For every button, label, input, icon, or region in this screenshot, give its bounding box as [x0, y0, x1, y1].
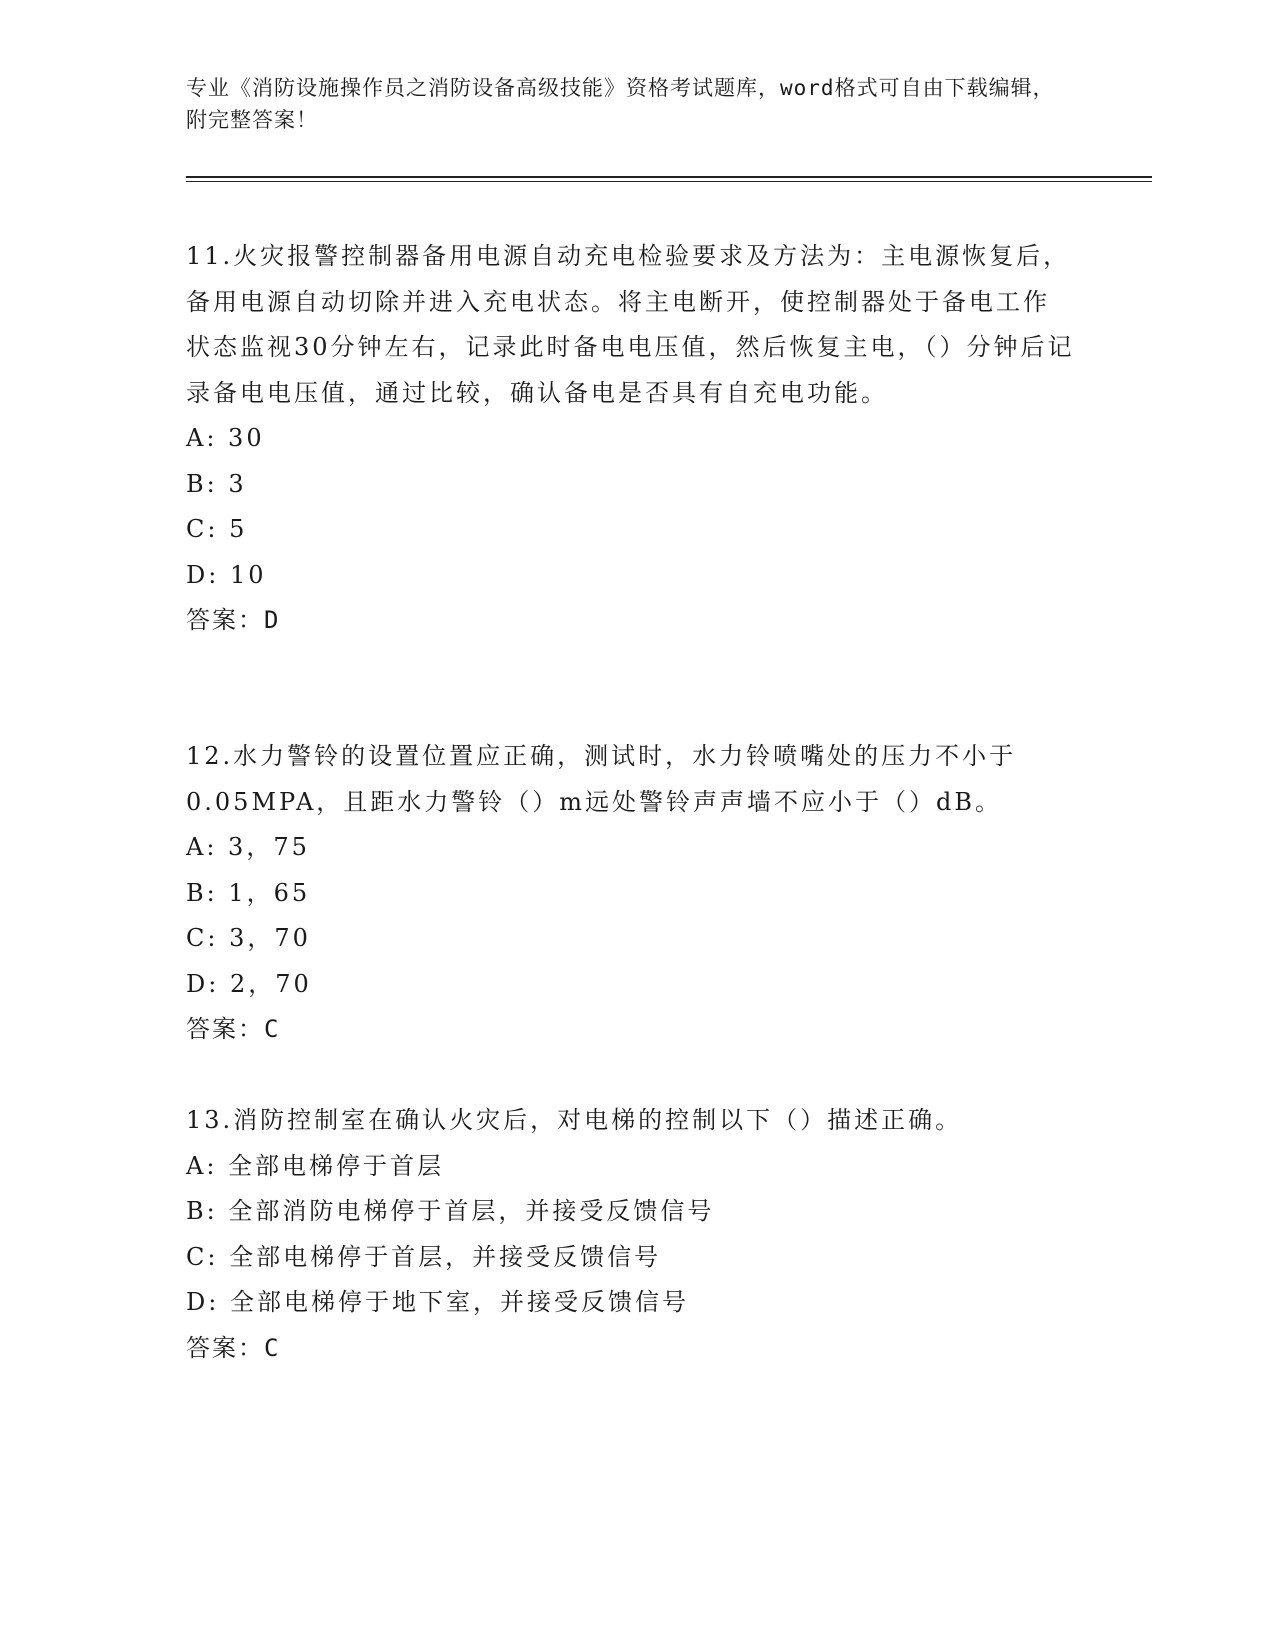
question-stem: 11.火灾报警控制器备用电源自动充电检验要求及方法为：主电源恢复后，备用电源自动切除并进入充电状态。将主电断开，使控制器处于备电工作状态监视30分钟左右，记录此时备电电压值，然后恢复主电，（）分钟后记录备电电压值，通过比较，确认备电是否具有自充电功能。 — [186, 242, 1075, 407]
option-c: C: 3，70 — [186, 924, 311, 952]
option-d: D: 全部电梯停于地下室，并接受反馈信号 — [186, 1288, 689, 1316]
option-d: D: 10 — [186, 560, 267, 589]
question-12 — [186, 734, 1076, 1053]
question-stem: 12.水力警铃的设置位置应正确，测试时，水力铃喷嘴处的压力不小于0.05MPA，且距水力警铃（）m远处警铃声声墙不应小于（）dB。 — [186, 742, 1017, 816]
option-a: A: 全部电梯停于首层 — [186, 1151, 445, 1180]
answer-line: 答案：C — [186, 1015, 281, 1043]
header-divider-thick — [186, 176, 1152, 178]
option-d: D: 2，70 — [186, 969, 312, 998]
option-b: B: 3 — [186, 469, 247, 498]
option-c: C: 全部电梯停于首层，并接受反馈信号 — [186, 1242, 662, 1271]
option-a: A: 30 — [186, 424, 265, 452]
question-11 — [186, 234, 1076, 644]
option-c: C: 5 — [186, 515, 248, 543]
option-b: B: 全部消防电梯停于首层，并接受反馈信号 — [186, 1197, 715, 1225]
question-13 — [186, 1098, 1076, 1371]
answer-line: 答案：C — [186, 1333, 281, 1362]
document-intro: 专业《消防设施操作员之消防设备高级技能》资格考试题库，word格式可自由下载编辑，附完整答案！ — [186, 76, 1055, 132]
option-b: B: 1，65 — [186, 878, 311, 907]
header-divider-thin — [186, 181, 1152, 182]
answer-line: 答案：D — [186, 606, 281, 634]
question-stem: 13.消防控制室在确认火灾后，对电梯的控制以下（）描述正确。 — [186, 1106, 963, 1134]
option-a: A: 3，75 — [186, 833, 310, 861]
